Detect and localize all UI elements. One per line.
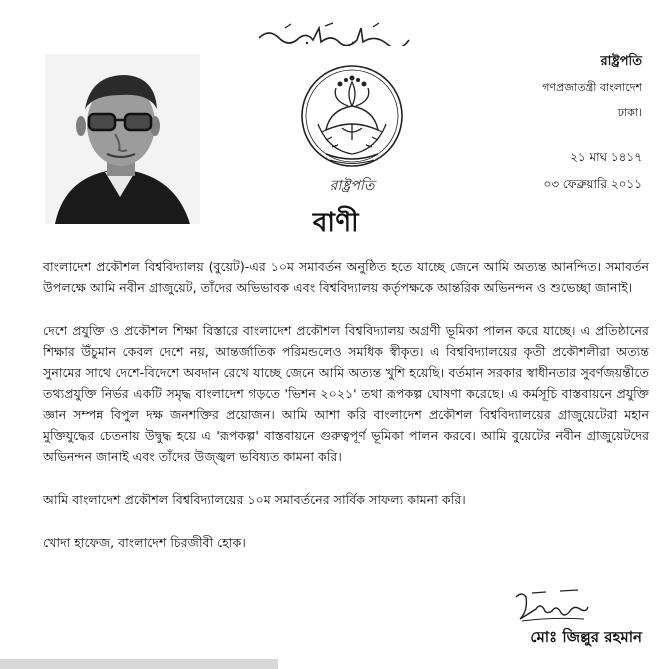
country-name: গণপ্রজাতন্ত্রী বাংলাদেশ	[542, 81, 642, 94]
city-name: ঢাকা।	[617, 106, 642, 119]
message-paragraph: খোদা হাফেজ, বাংলাদেশ চিরজীবী হোক।	[43, 535, 246, 550]
post-title: রাষ্ট্রপতি	[600, 54, 642, 69]
emblem-caption: রাষ্ট্রপতি	[329, 178, 375, 194]
message-paragraph: বাংলাদেশ প্রকৌশল বিশ্ববিদ্যালয় (বুয়েট)-এর ১০ম সমাবর্তন অনুষ্ঠিত হতে যাচ্ছে জেনে আমি অত্যন্ত আনন্দিত। সমাবর্তন উপলক্ষে আমি নবীন গ্রাজুয়েট, তাঁদের অভিভাবক এবং বিশ্ববিদ্যালয় কর্তৃপক্ষকে আন্তরিক অভিনন্দন ও শুভেচ্ছা জানাই।	[43, 259, 649, 295]
message-paragraph: দেশে প্রযুক্তি ও প্রকৌশল শিক্ষা বিস্তারে বাংলাদেশ প্রকৌশল বিশ্ববিদ্যালয় অগ্রণী ভূমিকা পালন করে যাচ্ছে। এ প্রতিষ্ঠানের শিক্ষার উঁচুমান কেবল দেশে নয়, আন্তর্জাতিক পরিমন্ডলেও সমধিক স্বীকৃত। এ বিশ্ববিদ্যালয়ের কৃতী প্রকৌশলীরা অত্যন্ত সুনামের সাথে দেশে-বিদেশে অবদান রেখে যাচ্ছে জেনে আমি অত্যন্ত খুশি হয়েছি। বর্তমান সরকার স্বাধীনতার সুবর্ণজয়ন্তীতে তথ্যপ্রযুক্তি নির্ভর একটি সমৃদ্ধ বাংলাদেশ গড়তে 'ভিশন ২০২১' তথা রূপকল্প ঘোষণা করেছে। এ কর্মসূচি বাস্তবায়নে প্রযুক্তি জ্ঞান সম্পন্ন বিপুল দক্ষ জনশক্তির প্রয়োজন। আমি আশা করি বাংলাদেশ প্রকৌশল বিশ্ববিদ্যালয়ের গ্রাজুয়েটেরা মহান মুক্তিযুদ্ধের চেতনায় উদ্বুদ্ধ হয়ে এ 'রূপকল্প' বাস্তবায়নে গুরুত্বপূর্ণ ভূমিকা পালন করবে। আমি বুয়েটের নবীন গ্রাজুয়েটদের অভিনন্দন জানাই এবং তাঁদের উজ্জ্বল ভবিষ্যত কামনা করি।	[43, 323, 649, 464]
message-body	[43, 256, 649, 575]
bangla-date: ২১ মাঘ ১৪১৭	[570, 150, 642, 164]
signatory-name: মোঃ জিল্লুর রহমান	[530, 628, 642, 646]
president-portrait	[45, 54, 200, 224]
date-block	[543, 149, 642, 203]
handwritten-signature	[512, 587, 592, 625]
state-emblem	[296, 62, 408, 202]
office-header	[542, 52, 642, 129]
message-heading: বাণী	[312, 208, 360, 238]
message-paragraph: আমি বাংলাদেশ প্রকৌশল বিশ্ববিদ্যালয়ের ১০ম সমাবর্তনের সার্বিক সাফল্য কামনা করি।	[43, 492, 466, 507]
bismillah-calligraphy	[255, 20, 415, 46]
bottom-strip	[0, 659, 278, 669]
gregorian-date: ০৩ ফেব্রুয়ারি ২০১১	[543, 177, 642, 191]
